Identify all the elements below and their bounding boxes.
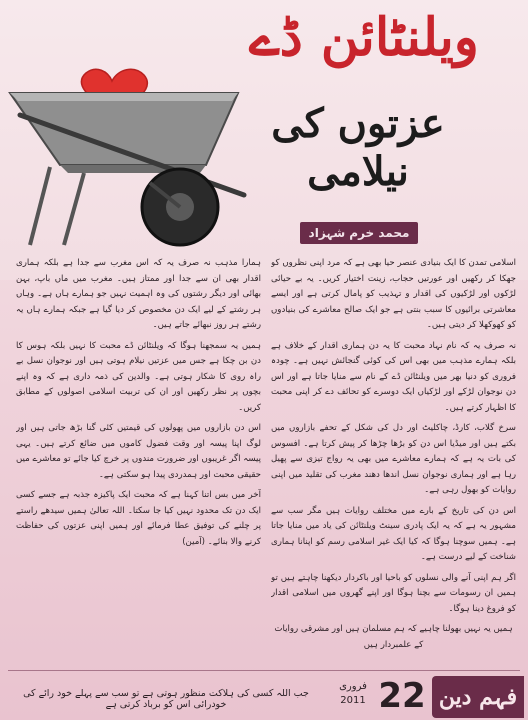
paragraph: نہ صرف یہ کہ نام نہاد محبت کا یہ دن ہماری اقدار کے خلاف ہے بلکہ ہمارے مذہب میں بھی اس کی کوئی گنجائش نہیں ہے۔ چودہ فروری کو دنیا بھر میں ویلنٹائن ڈے کے نام سے منایا جاتا ہے اور اس دن نوجوان لڑکے اور لڑکیاں ایک دوسرے کو تحائف دے کر اپنی محبت کا اظہار کرتے ہیں۔: [271, 340, 516, 413]
footer-quote: جب اللہ کسی کی ہلاکت منظور ہوتی ہے تو سب سے پہلے خود رائے کی خودرائی اس کو برباد کرتی ہے: [23, 688, 309, 710]
article-title: ویلنٹائن ڈے: [249, 7, 479, 68]
magazine-logo: فہم دین: [432, 676, 524, 718]
author-byline: محمد خرم شہزاد: [300, 222, 418, 244]
column-right: [271, 256, 516, 670]
paragraph: آخر میں بس اتنا کہنا ہے کہ محبت ایک پاکیزہ جذبہ ہے جسے کسی ایک دن تک محدود نہیں کیا جا سکتا۔ اللہ تعالیٰ ہمیں سیدھے راستے پر چلنے کی توفیق عطا فرمائے اور ہمیں اپنی عزتوں کی حفاظت کرنے والا بنائے۔ (آمین): [16, 490, 261, 547]
issue-year: 2011: [340, 695, 366, 706]
paragraph: اس دن بازاروں میں پھولوں کی قیمتیں کئی گنا بڑھ جاتی ہیں اور لوگ اپنا پیسہ اور وقت فضول کاموں میں ضائع کرتے ہیں۔ یہی پیسہ اگر غریبوں اور ضرورت مندوں پر خرچ کیا جائے تو معاشرے میں حقیقی محبت اور ہمدردی پیدا ہو سکتی ہے۔: [16, 423, 261, 480]
paragraph: اسلامی تمدن کا ایک بنیادی عنصر حیا بھی ہے کہ مرد اپنی نظروں کو جھکا کر رکھیں اور عورتیں حجاب، زینت اختیار کریں۔ یہ بے حیائی لڑکوں اور لڑکیوں کی اقدار و تہذیب کو پامال کرتی ہے اور ایسے معاشرتی برائیوں کا سبب بنتی ہے جو ایک صالح معاشرے کی بنیادوں کو کھوکھلا کر دیتی ہیں۔: [271, 258, 516, 330]
paragraph: اس دن کی تاریخ کے بارے میں مختلف روایات ہیں مگر سب سے مشہور یہ ہے کہ یہ ایک پادری سینٹ ویلنٹائن کی یاد میں منایا جاتا ہے۔ ہمیں سوچنا ہوگا کہ کیا ایک غیر اسلامی رسم کو اپنانا ہماری شناخت کے لیے درست ہے۔: [271, 505, 516, 562]
article-body: [16, 256, 516, 670]
issue-month: فروری: [339, 681, 367, 692]
page-footer: [0, 676, 528, 720]
header-illustration: [0, 0, 528, 280]
footer-divider: [8, 670, 520, 671]
paragraph: ہمارا مذہب نہ صرف یہ کہ اس مغرب سے جدا ہے بلکہ ہماری اقدار بھی ان سے جدا اور ممتاز ہیں۔ مغرب میں ماں باپ، بہن بھائی اور دیگر رشتوں کی وہ اہمیت نہیں جو ہمارے ہاں ہے۔ وہاں ہر رشتے کے لیے ایک دن مخصوص کر دیا گیا ہے جبکہ ہمارے ہاں یہ رشتے ہر روز نبھائے جاتے ہیں۔: [16, 258, 261, 330]
closing-line: ہمیں یہ نہیں بھولنا چاہیے کہ ہم مسلمان ہیں اور مشرقی روایات کے علمبردار ہیں: [274, 624, 513, 650]
issue-date: [334, 680, 372, 708]
article-subtitle: عزتوں کی نیلامی: [271, 100, 445, 195]
page-number: 22: [378, 676, 426, 716]
paragraph: سرخ گلاب، کارڈ، چاکلیٹ اور دل کی شکل کے تحفے بازاروں میں بکتے ہیں اور میڈیا اس دن کو بڑھا چڑھا کر پیش کرتا ہے۔ افسوس کی بات یہ ہے کہ ہمارے معاشرے میں بھی یہ رواج تیزی سے پھیل رہا ہے اور ہماری نوجوان نسل اندھا دھند مغرب کی تقلید میں اپنی روایات کو بھول رہی ہے۔: [271, 423, 516, 495]
paragraph: ہمیں یہ سمجھنا ہوگا کہ ویلنٹائن ڈے محبت کا نہیں بلکہ ہوس کا دن بن چکا ہے جس میں عزتیں نیلام ہوتی ہیں اور نوجوان نسل بے راہ روی کا شکار ہوتی ہے۔ والدین کی ذمہ داری ہے کہ وہ اپنے بچوں پر نظر رکھیں اور ان کی تربیت اسلامی اصولوں کے مطابق کریں۔: [16, 340, 261, 413]
wheelbarrow-heart-illustration: [0, 55, 250, 255]
column-left: [16, 256, 261, 670]
paragraph: اگر ہم اپنی آنے والی نسلوں کو باحیا اور باکردار دیکھنا چاہتے ہیں تو ہمیں ان رسومات سے بچنا ہوگا اور اپنے گھروں میں اسلامی اقدار کو فروغ دینا ہوگا۔: [271, 572, 516, 614]
